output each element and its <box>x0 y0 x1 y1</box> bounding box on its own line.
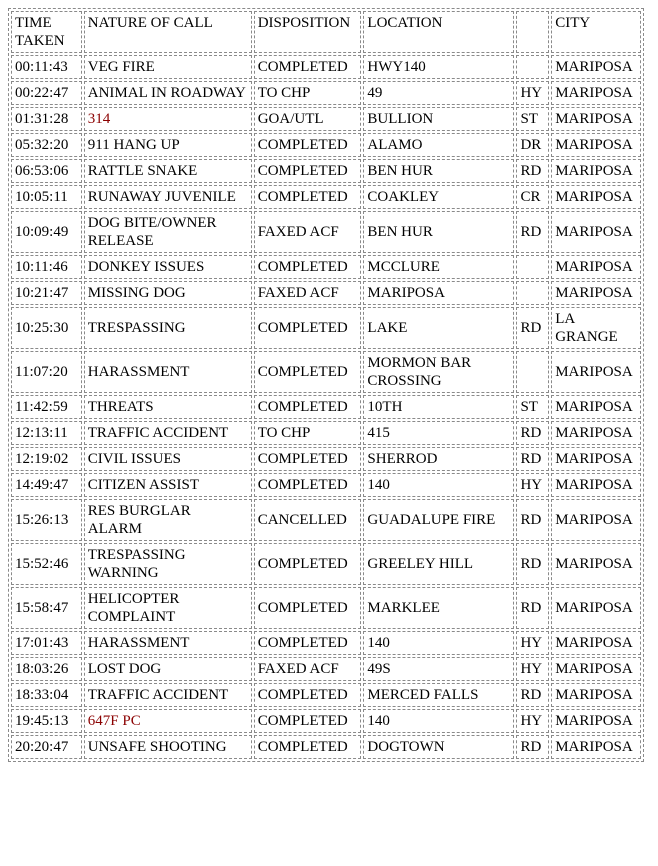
cell-nature-of-call: TRESPASSING WARNING <box>84 543 252 585</box>
cell-nature-of-call: HARASSMENT <box>84 631 252 655</box>
cell-city: MARIPOSA <box>551 107 641 131</box>
header-time-taken: TIME TAKEN <box>11 11 82 53</box>
cell-disposition: COMPLETED <box>254 255 362 279</box>
cell-city: MARIPOSA <box>551 587 641 629</box>
table-row <box>11 351 641 393</box>
cell-location: BEN HUR <box>363 159 514 183</box>
cell-city: MARIPOSA <box>551 683 641 707</box>
table-row <box>11 281 641 305</box>
cell-time-taken: 15:26:13 <box>11 499 82 541</box>
cell-street-suffix: RD <box>516 499 549 541</box>
cell-location: 49 <box>363 81 514 105</box>
cell-city: LA GRANGE <box>551 307 641 349</box>
cell-location: MARIPOSA <box>363 281 514 305</box>
table-row <box>11 587 641 629</box>
cell-disposition: FAXED ACF <box>254 281 362 305</box>
table-row <box>11 683 641 707</box>
cell-city: MARIPOSA <box>551 543 641 585</box>
table-header-row <box>11 11 641 53</box>
cell-location: DOGTOWN <box>363 735 514 759</box>
cell-time-taken: 10:05:11 <box>11 185 82 209</box>
cell-location: SHERROD <box>363 447 514 471</box>
table-row <box>11 133 641 157</box>
table-row <box>11 211 641 253</box>
cell-location: MORMON BAR CROSSING <box>363 351 514 393</box>
cell-nature-of-call: TRAFFIC ACCIDENT <box>84 683 252 707</box>
cell-time-taken: 14:49:47 <box>11 473 82 497</box>
cell-city: MARIPOSA <box>551 447 641 471</box>
cell-street-suffix: RD <box>516 587 549 629</box>
cell-time-taken: 12:19:02 <box>11 447 82 471</box>
cell-nature-of-call: 647F PC <box>84 709 252 733</box>
header-city: CITY <box>551 11 641 53</box>
cell-street-suffix <box>516 281 549 305</box>
table-row <box>11 81 641 105</box>
cell-city: MARIPOSA <box>551 255 641 279</box>
cell-location: GUADALUPE FIRE <box>363 499 514 541</box>
table-row <box>11 657 641 681</box>
cell-disposition: COMPLETED <box>254 159 362 183</box>
cell-location: 49S <box>363 657 514 681</box>
cell-disposition: COMPLETED <box>254 395 362 419</box>
cell-city: MARIPOSA <box>551 421 641 445</box>
cell-city: MARIPOSA <box>551 709 641 733</box>
table-row <box>11 631 641 655</box>
cell-nature-of-call: RATTLE SNAKE <box>84 159 252 183</box>
table-row <box>11 185 641 209</box>
table-row <box>11 543 641 585</box>
cell-street-suffix: ST <box>516 395 549 419</box>
cell-nature-of-call: RES BURGLAR ALARM <box>84 499 252 541</box>
cell-street-suffix: HY <box>516 81 549 105</box>
cell-nature-of-call: ANIMAL IN ROADWAY <box>84 81 252 105</box>
cell-time-taken: 10:25:30 <box>11 307 82 349</box>
cell-nature-of-call: HARASSMENT <box>84 351 252 393</box>
cell-city: MARIPOSA <box>551 159 641 183</box>
cell-time-taken: 20:20:47 <box>11 735 82 759</box>
cell-time-taken: 10:11:46 <box>11 255 82 279</box>
cell-nature-of-call: 911 HANG UP <box>84 133 252 157</box>
cell-nature-of-call: TRAFFIC ACCIDENT <box>84 421 252 445</box>
cell-street-suffix: ST <box>516 107 549 131</box>
cell-street-suffix: RD <box>516 307 549 349</box>
cell-nature-of-call: CIVIL ISSUES <box>84 447 252 471</box>
cell-disposition: TO CHP <box>254 421 362 445</box>
cell-location: ALAMO <box>363 133 514 157</box>
cell-time-taken: 10:21:47 <box>11 281 82 305</box>
cell-disposition: COMPLETED <box>254 133 362 157</box>
cell-location: 140 <box>363 631 514 655</box>
header-disposition: DISPOSITION <box>254 11 362 53</box>
cell-city: MARIPOSA <box>551 211 641 253</box>
cell-time-taken: 12:13:11 <box>11 421 82 445</box>
cell-nature-of-call: RUNAWAY JUVENILE <box>84 185 252 209</box>
cell-street-suffix: HY <box>516 473 549 497</box>
cell-disposition: COMPLETED <box>254 447 362 471</box>
cell-time-taken: 15:52:46 <box>11 543 82 585</box>
cell-nature-of-call: DOG BITE/OWNER RELEASE <box>84 211 252 253</box>
cell-nature-of-call: VEG FIRE <box>84 55 252 79</box>
cell-street-suffix: RD <box>516 421 549 445</box>
table-row <box>11 421 641 445</box>
cell-disposition: COMPLETED <box>254 307 362 349</box>
table-row <box>11 473 641 497</box>
cell-street-suffix <box>516 255 549 279</box>
cell-city: MARIPOSA <box>551 185 641 209</box>
table-row <box>11 395 641 419</box>
cell-disposition: COMPLETED <box>254 351 362 393</box>
table-body <box>11 55 641 759</box>
cell-city: MARIPOSA <box>551 81 641 105</box>
cell-location: MARKLEE <box>363 587 514 629</box>
cell-city: MARIPOSA <box>551 133 641 157</box>
cell-location: BULLION <box>363 107 514 131</box>
cell-location: BEN HUR <box>363 211 514 253</box>
cell-time-taken: 18:03:26 <box>11 657 82 681</box>
table-row <box>11 107 641 131</box>
cell-location: 10TH <box>363 395 514 419</box>
table-row <box>11 307 641 349</box>
cell-time-taken: 18:33:04 <box>11 683 82 707</box>
cell-city: MARIPOSA <box>551 735 641 759</box>
cell-street-suffix: RD <box>516 735 549 759</box>
cell-nature-of-call: TRESPASSING <box>84 307 252 349</box>
cell-location: 140 <box>363 709 514 733</box>
cell-disposition: FAXED ACF <box>254 657 362 681</box>
cell-city: MARIPOSA <box>551 657 641 681</box>
cell-time-taken: 15:58:47 <box>11 587 82 629</box>
table-row <box>11 255 641 279</box>
cell-city: MARIPOSA <box>551 499 641 541</box>
cell-time-taken: 11:07:20 <box>11 351 82 393</box>
cell-nature-of-call: MISSING DOG <box>84 281 252 305</box>
cell-disposition: COMPLETED <box>254 473 362 497</box>
cell-location: MCCLURE <box>363 255 514 279</box>
cell-disposition: COMPLETED <box>254 587 362 629</box>
cell-disposition: CANCELLED <box>254 499 362 541</box>
cell-nature-of-call: LOST DOG <box>84 657 252 681</box>
cell-street-suffix <box>516 55 549 79</box>
cell-disposition: COMPLETED <box>254 543 362 585</box>
cell-location: 140 <box>363 473 514 497</box>
header-location: LOCATION <box>363 11 514 53</box>
cell-time-taken: 00:22:47 <box>11 81 82 105</box>
cell-time-taken: 05:32:20 <box>11 133 82 157</box>
cell-street-suffix: RD <box>516 543 549 585</box>
cell-disposition: COMPLETED <box>254 185 362 209</box>
cell-street-suffix: RD <box>516 683 549 707</box>
cell-city: MARIPOSA <box>551 281 641 305</box>
cell-time-taken: 00:11:43 <box>11 55 82 79</box>
cell-city: MARIPOSA <box>551 351 641 393</box>
cell-time-taken: 06:53:06 <box>11 159 82 183</box>
cell-location: COAKLEY <box>363 185 514 209</box>
table-row <box>11 735 641 759</box>
table-row <box>11 709 641 733</box>
cell-street-suffix: HY <box>516 631 549 655</box>
cell-nature-of-call: 314 <box>84 107 252 131</box>
cell-disposition: COMPLETED <box>254 683 362 707</box>
header-street-suffix <box>516 11 549 53</box>
table-row <box>11 447 641 471</box>
cell-street-suffix: DR <box>516 133 549 157</box>
cell-nature-of-call: HELICOPTER COMPLAINT <box>84 587 252 629</box>
cell-time-taken: 17:01:43 <box>11 631 82 655</box>
cell-city: MARIPOSA <box>551 473 641 497</box>
cell-nature-of-call: THREATS <box>84 395 252 419</box>
header-nature-of-call: NATURE OF CALL <box>84 11 252 53</box>
table-row <box>11 159 641 183</box>
cell-disposition: COMPLETED <box>254 55 362 79</box>
cell-disposition: FAXED ACF <box>254 211 362 253</box>
cell-nature-of-call: CITIZEN ASSIST <box>84 473 252 497</box>
cell-disposition: COMPLETED <box>254 735 362 759</box>
cell-street-suffix: HY <box>516 657 549 681</box>
table-row <box>11 499 641 541</box>
cell-time-taken: 19:45:13 <box>11 709 82 733</box>
cell-location: HWY140 <box>363 55 514 79</box>
cell-time-taken: 01:31:28 <box>11 107 82 131</box>
cell-time-taken: 11:42:59 <box>11 395 82 419</box>
cell-disposition: COMPLETED <box>254 631 362 655</box>
cell-street-suffix: RD <box>516 211 549 253</box>
cell-street-suffix <box>516 351 549 393</box>
cell-city: MARIPOSA <box>551 631 641 655</box>
call-log-table <box>8 8 644 762</box>
cell-location: 415 <box>363 421 514 445</box>
cell-location: GREELEY HILL <box>363 543 514 585</box>
cell-street-suffix: HY <box>516 709 549 733</box>
cell-location: LAKE <box>363 307 514 349</box>
cell-nature-of-call: UNSAFE SHOOTING <box>84 735 252 759</box>
cell-location: MERCED FALLS <box>363 683 514 707</box>
cell-street-suffix: CR <box>516 185 549 209</box>
cell-disposition: GOA/UTL <box>254 107 362 131</box>
cell-time-taken: 10:09:49 <box>11 211 82 253</box>
table-row <box>11 55 641 79</box>
cell-city: MARIPOSA <box>551 395 641 419</box>
cell-nature-of-call: DONKEY ISSUES <box>84 255 252 279</box>
cell-street-suffix: RD <box>516 159 549 183</box>
cell-disposition: TO CHP <box>254 81 362 105</box>
cell-street-suffix: RD <box>516 447 549 471</box>
cell-city: MARIPOSA <box>551 55 641 79</box>
cell-disposition: COMPLETED <box>254 709 362 733</box>
